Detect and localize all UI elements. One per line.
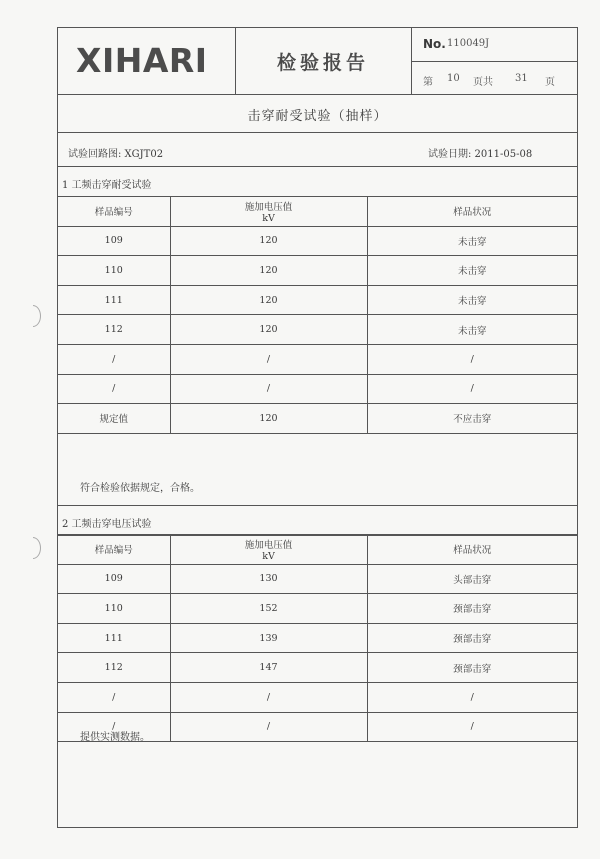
test-date: 试验日期: 2011-05-08 xyxy=(428,149,533,160)
page-total: 31 xyxy=(515,73,528,84)
sample-cell: / xyxy=(58,712,170,742)
condition-cell: 颈部击穿 xyxy=(367,653,577,683)
voltage-cell: 120 xyxy=(170,315,367,345)
company-logo: XIHARI xyxy=(76,41,208,80)
col-condition: 样品状况 xyxy=(367,535,577,565)
page-current: 10 xyxy=(447,73,460,84)
condition-cell: 颈部击穿 xyxy=(367,594,577,624)
col-condition: 样品状况 xyxy=(367,197,577,227)
section-2-heading xyxy=(58,505,577,536)
table-row xyxy=(58,315,577,345)
voltage-cell: / xyxy=(170,374,367,404)
section-2-conclusion: 提供实测数据。 xyxy=(80,732,150,743)
punch-hole xyxy=(25,537,41,559)
sample-cell: 112 xyxy=(58,653,170,683)
section-1-heading xyxy=(58,166,577,197)
col-voltage-unit: kV xyxy=(262,212,275,224)
condition-cell: 颈部击穿 xyxy=(367,623,577,653)
voltage-cell: 120 xyxy=(170,256,367,286)
condition-cell: / xyxy=(367,712,577,742)
table-row xyxy=(58,682,577,712)
sample-cell: 111 xyxy=(58,623,170,653)
condition-cell: 未击穿 xyxy=(367,256,577,286)
test-subtitle: 击穿耐受试验（抽样） xyxy=(247,109,388,124)
voltage-cell: 120 xyxy=(170,285,367,315)
page-indicator xyxy=(411,61,577,94)
sample-cell: 109 xyxy=(58,564,170,594)
condition-cell: 未击穿 xyxy=(367,226,577,256)
col-voltage-label: 施加电压值 xyxy=(244,201,293,213)
report-number xyxy=(411,28,577,62)
section-2-title: 2 工频击穿电压试验 xyxy=(62,519,152,530)
page-prefix: 第 xyxy=(423,77,433,88)
sample-cell: 110 xyxy=(58,256,170,286)
condition-cell: 不应击穿 xyxy=(367,404,577,434)
report-title: 检验报告 xyxy=(276,52,369,74)
condition-cell: 未击穿 xyxy=(367,315,577,345)
logo-cell xyxy=(58,28,236,94)
section-1-title: 1 工频击穿耐受试验 xyxy=(62,180,152,191)
withstand-table xyxy=(58,196,577,434)
condition-cell: 未击穿 xyxy=(367,285,577,315)
report-header xyxy=(58,28,577,95)
voltage-cell: 147 xyxy=(170,653,367,683)
report-page xyxy=(57,27,578,828)
col-sample-no: 样品编号 xyxy=(58,535,170,565)
col-voltage xyxy=(170,197,367,227)
report-number-label: No. xyxy=(423,37,446,51)
condition-cell: / xyxy=(367,374,577,404)
report-number-value: 110049J xyxy=(447,38,490,49)
page-mid: 页共 xyxy=(473,77,493,88)
voltage-cell: 139 xyxy=(170,623,367,653)
col-sample-no: 样品编号 xyxy=(58,197,170,227)
sample-cell: / xyxy=(58,374,170,404)
table-header-row xyxy=(58,535,577,565)
table-row xyxy=(58,285,577,315)
condition-cell: 头部击穿 xyxy=(367,564,577,594)
voltage-cell: 120 xyxy=(170,404,367,434)
table-row xyxy=(58,374,577,404)
voltage-cell: / xyxy=(170,712,367,742)
sample-cell: 规定值 xyxy=(58,404,170,434)
table-row xyxy=(58,653,577,683)
table-row xyxy=(58,623,577,653)
voltage-cell: / xyxy=(170,344,367,374)
table-row xyxy=(58,594,577,624)
test-info-band xyxy=(58,132,577,167)
voltage-cell: 130 xyxy=(170,564,367,594)
page-suffix: 页 xyxy=(545,77,555,88)
table-row xyxy=(58,564,577,594)
sample-cell: 110 xyxy=(58,594,170,624)
voltage-cell: / xyxy=(170,682,367,712)
sample-cell: / xyxy=(58,344,170,374)
section-1-conclusion-band xyxy=(58,469,577,506)
title-cell xyxy=(235,28,412,94)
sample-cell: 112 xyxy=(58,315,170,345)
breakdown-table xyxy=(58,534,577,742)
voltage-cell: 152 xyxy=(170,594,367,624)
sample-cell: 111 xyxy=(58,285,170,315)
voltage-cell: 120 xyxy=(170,226,367,256)
table-row xyxy=(58,344,577,374)
condition-cell: / xyxy=(367,682,577,712)
specified-value-row xyxy=(58,404,577,434)
sample-cell: / xyxy=(58,682,170,712)
test-subtitle-band xyxy=(58,94,577,133)
circuit-diagram: 试验回路图: XGJT02 xyxy=(68,149,164,160)
col-voltage xyxy=(170,535,367,565)
col-voltage-unit: kV xyxy=(262,550,275,562)
sample-cell: 109 xyxy=(58,226,170,256)
table-header-row xyxy=(58,197,577,227)
col-voltage-label: 施加电压值 xyxy=(244,539,293,551)
punch-hole xyxy=(25,305,41,327)
table-row xyxy=(58,226,577,256)
condition-cell: / xyxy=(367,344,577,374)
table-row xyxy=(58,256,577,286)
section-1-conclusion: 符合检验依据规定，合格。 xyxy=(80,483,200,494)
